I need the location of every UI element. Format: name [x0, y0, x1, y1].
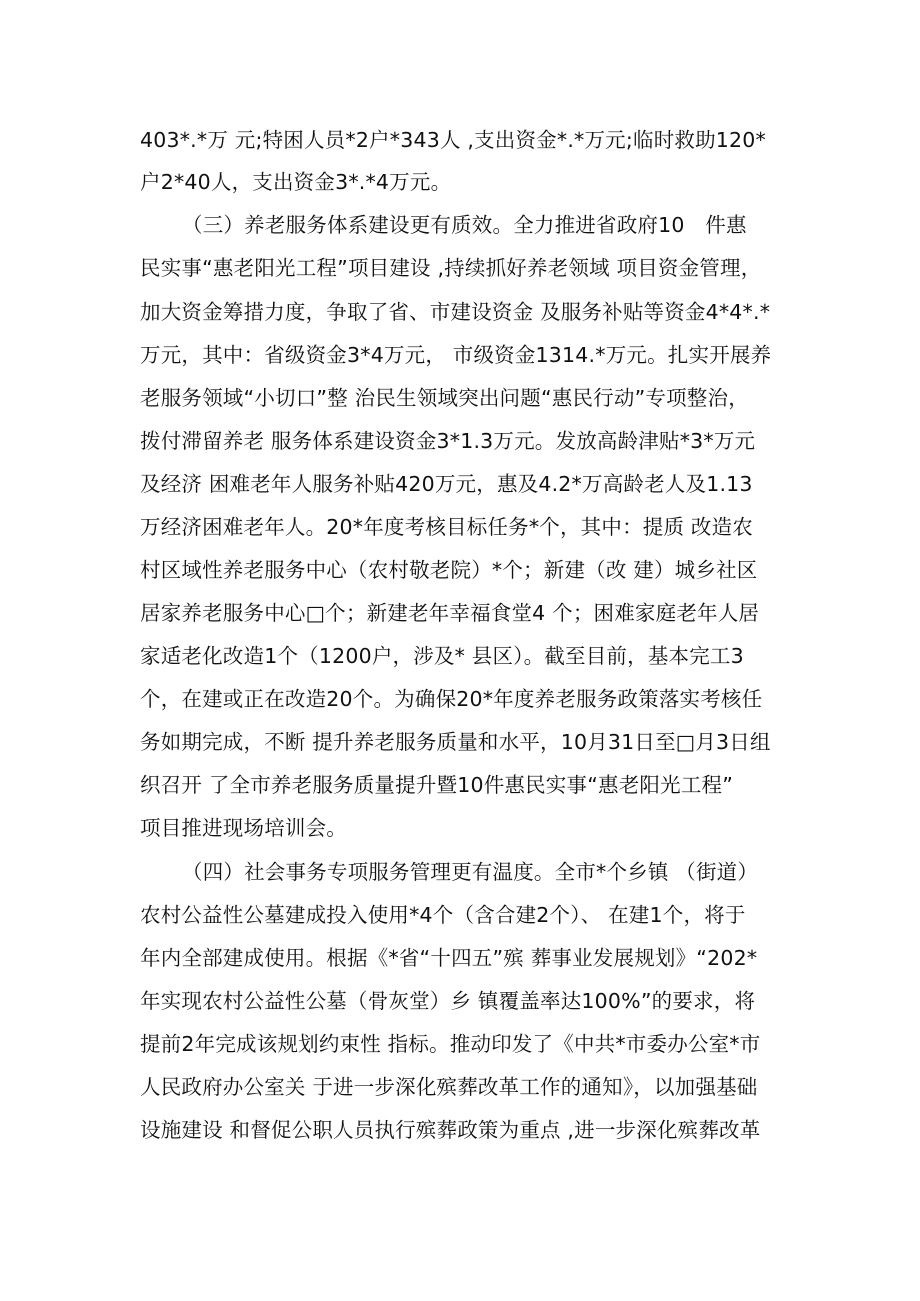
- text-line: 万经济困难老年人。20*年度考核目标任务*个，其中：提质 改造农: [140, 515, 754, 539]
- paragraph-heading-line: （四）社会事务专项服务管理更有温度。全市*个乡镇 （街道）: [182, 860, 759, 884]
- text-line: 人民政府办公室关 于进一步深化殡葬改革工作的通知》，以加强基础: [140, 1075, 758, 1099]
- text-line: 居家养老服务中心□个；新建老年幸福食堂4 个；困难家庭老年人居: [140, 601, 760, 625]
- text-line: 民实事“惠老阳光工程”项目建设 ,持续抓好养老领域 项目资金管理，: [140, 256, 762, 280]
- text-line: 提前2年完成该规划约束性 指标。推动印发了《中共*市委办公室*市: [140, 1032, 761, 1056]
- text-line: 设施建设 和督促公职人员执行殡葬政策为重点 ,进一步深化殡葬改革: [140, 1118, 761, 1142]
- text-line: 项目推进现场培训会。: [140, 816, 347, 840]
- text-line: 织召开 了全市养老服务质量提升暨10件惠民实事“惠老阳光工程”: [140, 773, 734, 797]
- text-line: 万元，其中：省级资金3*4万元， 市级资金1314.*万元。扎实开展养: [140, 343, 772, 367]
- text-line: 拨付滞留养老 服务体系建设资金3*1.3万元。发放高龄津贴*3*万元: [140, 429, 756, 453]
- text-line: 老服务领域“小切口”整 治民生领域突出问题“惠民行动”专项整治，: [140, 386, 749, 410]
- text-line: 及经济 困难老年人服务补贴420万元，惠及4.2*万高龄老人及1.13: [140, 472, 753, 496]
- text-line: 家适老化改造1个（1200户，涉及* 县区）。截至目前，基本完工3: [140, 644, 744, 668]
- text-line: 村区域性养老服务中心（农村敬老院）*个；新建（改 建）城乡社区: [140, 558, 758, 582]
- text-line: 个，在建或正在改造20个。为确保20*年度养老服务政策落实考核任: [140, 687, 763, 711]
- text-line: 务如期完成，不断 提升养老服务质量和水平，10月31日至□月3日组: [140, 730, 771, 754]
- paragraph-heading-line: （三）养老服务体系建设更有质效。全力推进省政府10 件惠: [182, 213, 747, 237]
- text-line: 加大资金筹措力度，争取了省、市建设资金 及服务补贴等资金4*4*.*: [140, 300, 771, 324]
- text-line: 年内全部建成使用。根据《*省“十四五”殡 葬事业发展规划》“202*: [140, 946, 758, 970]
- text-line: 农村公益性公墓建成投入使用*4个（含合建2个）、 在建1个，将于: [140, 903, 746, 927]
- text-line: 户2*40人，支出资金3*.*4万元。: [140, 170, 452, 194]
- text-line: 年实现农村公益性公墓（骨灰堂）乡 镇覆盖率达100%”的要求，将: [140, 989, 756, 1013]
- text-line: 403*.*万 元;特困人员*2户*343人 ,支出资金*.*万元;临时救助120*: [140, 128, 766, 152]
